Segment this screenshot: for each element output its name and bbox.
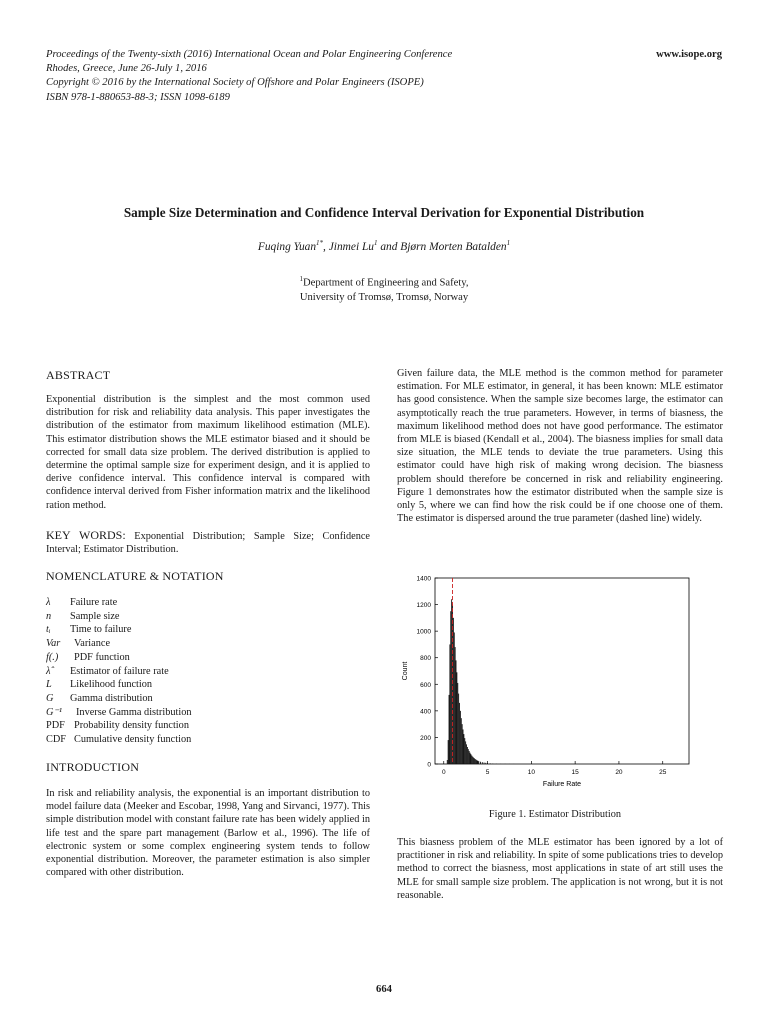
nomenclature-item (46, 596, 192, 610)
author-separator: and (377, 240, 401, 253)
nomenclature-description: Likelihood function (70, 679, 153, 691)
histogram-bar (465, 741, 466, 764)
histogram-bar (466, 744, 467, 764)
y-tick-label: 200 (420, 734, 431, 742)
header-line-1: Proceedings of the Twenty-sixth (2016) International Ocean and Polar Engineering Conference (46, 49, 453, 60)
nomenclature-description: Estimator of failure rate (70, 665, 169, 677)
author-3: Bjørn Morten Batalden (400, 240, 507, 253)
author-separator: , (323, 240, 329, 253)
histogram-bar (471, 755, 472, 764)
x-tick-label: 5 (485, 769, 490, 776)
nomenclature-symbol: n (46, 610, 52, 622)
x-tick-label: 0 (441, 769, 446, 776)
histogram-bar (454, 632, 455, 764)
histogram-bar (492, 763, 493, 764)
nomenclature-description: Probability density function (74, 720, 189, 732)
nomenclature-description: PDF function (74, 651, 130, 663)
affiliation-line-1: Department of Engineering and Safety, (302, 277, 469, 289)
author-2: Jinmei Lu (328, 240, 374, 253)
histogram-bar (482, 762, 483, 764)
histogram-bar (478, 761, 479, 764)
y-tick-label: 800 (420, 655, 431, 663)
author-3-affil: 1 (506, 239, 511, 247)
nomenclature-description: Time to failure (70, 624, 132, 636)
histogram-bar (470, 753, 471, 764)
histogram-bar (480, 762, 481, 764)
histogram-bar (474, 758, 475, 764)
histogram-bar (458, 694, 459, 764)
nomenclature-description: Sample size (70, 610, 120, 622)
nomenclature-description: Cumulative density function (74, 734, 192, 746)
introduction-heading: INTRODUCTION (46, 760, 140, 774)
page-number: 664 (376, 984, 392, 995)
histogram-bar (450, 611, 451, 764)
nomenclature-heading: NOMENCLATURE & NOTATION (46, 569, 224, 583)
affiliation-marker: 1 (299, 275, 303, 283)
histogram-bar (449, 695, 450, 764)
histogram-bar (476, 760, 477, 764)
conference-url[interactable]: www.isope.org (656, 49, 722, 60)
x-tick-label: 10 (527, 769, 535, 776)
nomenclature-list (46, 596, 192, 747)
y-axis-label: Count (402, 661, 409, 681)
histogram-bar (455, 647, 456, 764)
histogram-chart (397, 572, 697, 787)
histogram-bar (447, 760, 448, 764)
keywords (46, 529, 370, 556)
header-line-3: Copyright © 2016 by the International Society of Offshore and Polar Engineers (ISOPE) (46, 77, 424, 89)
x-tick-label: 15 (571, 769, 579, 776)
histogram-bar (462, 724, 463, 764)
nomenclature-item (46, 719, 192, 733)
histogram-bar (464, 738, 465, 764)
nomenclature-symbol: Var (46, 638, 61, 650)
histogram-bar (477, 760, 478, 764)
mle-paragraph: Given failure data, the MLE method is the common method for parameter estimation. For MLE estimator, in general, it has been known: MLE estimator has good consistence. When the sample size becomes large, the estimator can asymptotically reach the true parameters. However, in terms of biasness, the maximum likelihood method does not have good performance. The estimator from MLE is biased (Kendall et al., 2004). The biasness implies for small data size situation, the MLE tends to deviate the true parameters. Using this estimator could have high risk of making wrong decision. The biasness problem should therefore be concerned in risk and reliability engineering. Figure 1 demonstrates how the estimator distributed when the sample size is only 5, where we can find how the risk could be if one choose one of them. The estimator is dispersed around the true parameter (dashed line) widely. (397, 368, 723, 525)
plot-frame (435, 578, 689, 764)
nomenclature-symbol: PDF (46, 720, 65, 732)
header-line-2: Rhodes, Greece, June 26-July 1, 2016 (46, 63, 207, 75)
author-1-affil: 1* (316, 239, 324, 247)
nomenclature-item (46, 637, 192, 651)
histogram-bar (449, 644, 450, 764)
nomenclature-description: Failure rate (70, 597, 118, 608)
keywords-text: Exponential Distribution; Sample Size; Confidence Interval; Estimator Distribution. (46, 531, 371, 556)
author-list (0, 239, 768, 253)
histogram-bar (473, 757, 474, 764)
x-tick-label: 20 (615, 769, 623, 776)
histogram-bar (490, 763, 491, 764)
nomenclature-item (46, 610, 192, 624)
y-tick-label: 1400 (416, 575, 431, 583)
y-tick-label: 0 (427, 761, 431, 769)
histogram-bar (461, 718, 462, 764)
nomenclature-item (46, 623, 192, 637)
histogram-bar (456, 660, 457, 764)
paper-title: Sample Size Determination and Confidence Interval Derivation for Exponential Distribution (123, 205, 645, 220)
histogram-bar (468, 749, 469, 764)
nomenclature-symbol: G (46, 692, 54, 704)
y-tick-label: 1000 (416, 628, 431, 636)
y-tick-label: 600 (420, 681, 431, 689)
nomenclature-item (46, 651, 192, 665)
histogram-bar (463, 729, 464, 764)
nomenclature-item (46, 706, 192, 720)
figure-caption: Figure 1. Estimator Distribution (488, 809, 622, 820)
histogram-bar (484, 763, 485, 764)
histogram-bar (460, 711, 461, 764)
nomenclature-symbol: G⁻¹ (46, 706, 62, 718)
y-tick-label: 400 (420, 708, 431, 716)
histogram-bar (469, 751, 470, 764)
biasness-paragraph: This biasness problem of the MLE estimator has been ignored by a lot of practitioner in risk and reliability. In spite of some publications tries to develop method to correct the biasness, most applications in state of art still uses the MLE for small sample size problem. The application is not wrong, but it is not reasonable. (397, 837, 723, 901)
nomenclature-item (46, 678, 192, 692)
x-tick-label: 25 (659, 769, 667, 776)
nomenclature-description: Variance (74, 638, 111, 650)
y-tick-label: 1200 (416, 602, 431, 610)
nomenclature-symbol: f(.) (46, 651, 59, 663)
histogram-bar (463, 734, 464, 764)
abstract-text: Exponential distribution is the simplest and the most common used distribution for risk and reliability data analysis. This paper investigates the distribution of the estimator from maximum likelihood estimation (MLE). This estimator distribution shows the MLE estimator biased and it should be corrected for small data size problem. The derived distribution is applied to determine the optimal sample size for experiment design, and it is applied to derive confidence interval. This confidence interval is compared with confidence interval derived from Fisher information matrix and the likelihood ration method. (46, 394, 370, 511)
introduction-text: In risk and reliability analysis, the exponential is an important distribution to model failure data (Meeker and Escobar, 1998, Yang and Sirvanci, 1977). This simple distribution model with constant failure rate has been widely applied in life test and the spare part management (Barlow et al., 1996). The life of electronic system or some complex engineering system tends to follow exponential distribution. Moreover, the parameter estimation is also simpler compared with other distribution. (46, 788, 370, 879)
histogram-bar (457, 683, 458, 764)
x-axis-label: Failure Rate (542, 781, 582, 787)
histogram-bar (453, 618, 454, 764)
nomenclature-symbol: λ (46, 597, 51, 608)
figure-1 (397, 572, 697, 787)
nomenclature-item (46, 733, 192, 747)
histogram-bar (470, 754, 471, 764)
nomenclature-item (46, 665, 192, 679)
histogram-bar (477, 761, 478, 764)
nomenclature-symbol: tᵢ (46, 624, 51, 636)
affiliation (0, 272, 768, 306)
nomenclature-description: Inverse Gamma distribution (76, 706, 192, 718)
histogram-bar (448, 740, 449, 764)
author-2-affil: 1 (374, 239, 378, 247)
nomenclature-item (46, 692, 192, 706)
header-line-4: ISBN 978-1-880653-88-3; ISSN 1098-6189 (46, 91, 230, 103)
keywords-heading: KEY WORDS: (46, 528, 126, 542)
histogram-bar (459, 703, 460, 764)
abstract-heading: ABSTRACT (46, 368, 111, 382)
nomenclature-symbol: CDF (46, 734, 67, 746)
histogram-bar (475, 759, 476, 764)
histogram-bar (451, 599, 452, 764)
nomenclature-symbol: λ̂ (46, 665, 51, 677)
proceedings-header (46, 48, 526, 105)
histogram-bar (485, 763, 486, 764)
histogram-bar (467, 747, 468, 764)
author-1: Fuqing Yuan (257, 240, 317, 253)
histogram-bar (456, 672, 457, 764)
nomenclature-symbol: L (46, 679, 52, 691)
nomenclature-description: Gamma distribution (70, 692, 153, 704)
affiliation-line-2: University of Tromsø, Tromsø, Norway (299, 292, 469, 304)
histogram-bar (472, 757, 473, 764)
